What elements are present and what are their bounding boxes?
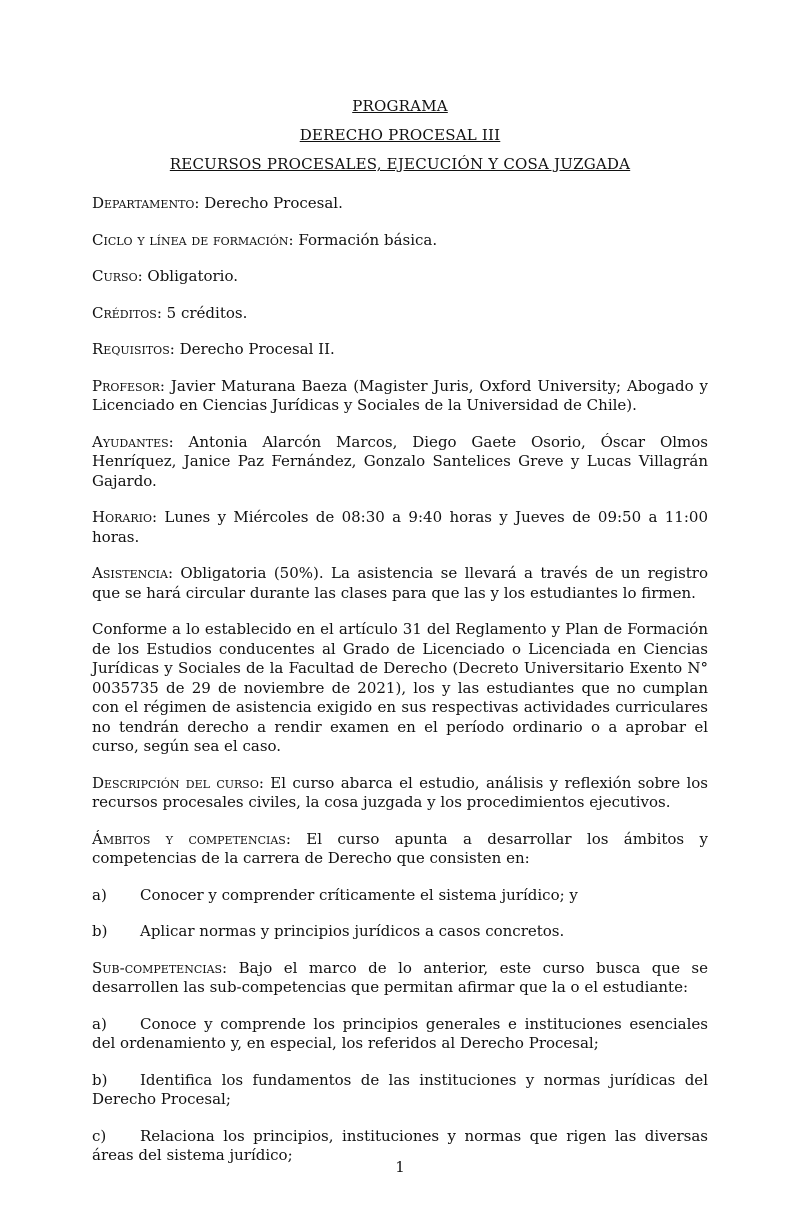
list-marker: a) bbox=[92, 1014, 107, 1033]
list-marker: a) bbox=[92, 885, 107, 904]
list-text: Relaciona los principios, instituciones y normas que rigen las diversas áreas del sistema jurídico; bbox=[92, 1126, 708, 1164]
list-marker: b) bbox=[92, 922, 108, 940]
field-departamento bbox=[92, 194, 708, 214]
field-value: 5 créditos. bbox=[161, 303, 248, 322]
field-label: Curso: bbox=[92, 267, 143, 285]
field-label: Requisitos: bbox=[92, 340, 175, 358]
field-label: Ciclo y línea de formación: bbox=[92, 230, 294, 249]
field-label: Profesor: bbox=[92, 376, 165, 395]
field-value: Obligatoria (50%). La asistencia se llevará a través de un registro que se hará circular durante las clases para que las y los estudiantes lo firmen. bbox=[92, 564, 708, 602]
list-item bbox=[92, 1071, 708, 1110]
field-value: El curso apunta a desarrollar los ámbitos y competencias de la carrera de Derecho que consisten en: bbox=[92, 829, 708, 867]
field-value: Bajo el marco de lo anterior, este curso busca que se desarrollen las sub-competencias que permitan afirmar que la o el estudiante: bbox=[92, 958, 708, 996]
field-subcompetencias bbox=[92, 959, 708, 998]
list-item bbox=[92, 1015, 708, 1054]
title-subtitle: RECURSOS PROCESALES, EJECUCIÓN Y COSA JUZGADA bbox=[169, 155, 631, 173]
field-label: Horario: bbox=[92, 508, 158, 526]
list-text: Identifica los fundamentos de las instituciones y normas jurídicas del Derecho Procesal; bbox=[92, 1070, 708, 1108]
field-value: Lunes y Miércoles de 08:30 a 9:40 horas y Jueves de 09:50 a 11:00 horas. bbox=[92, 508, 708, 546]
field-requisitos bbox=[92, 340, 708, 360]
field-label: Ayudantes: bbox=[92, 432, 174, 451]
title-programa: PROGRAMA bbox=[352, 97, 448, 115]
title-course: DERECHO PROCESAL III bbox=[299, 126, 501, 144]
field-value: Derecho Procesal. bbox=[199, 194, 343, 212]
field-label: Ámbitos y competencias: bbox=[92, 829, 291, 848]
field-creditos bbox=[92, 304, 708, 324]
field-horario bbox=[92, 508, 708, 547]
field-asistencia bbox=[92, 564, 708, 603]
field-curso bbox=[92, 267, 708, 287]
title-block bbox=[92, 92, 708, 179]
field-label: Sub-competencias: bbox=[92, 958, 228, 977]
field-ambitos bbox=[92, 830, 708, 869]
reglamento-paragraph: Conforme a lo establecido en el artículo 31 del Reglamento y Plan de Formación de los Estudios conducentes al Grado de Licenciado o Licenciada en Ciencias Jurídicas y Sociales de la Facultad de Derecho (Decreto Universitario Exento N° 0035735 de 29 de noviembre de 2021), los y las estudiantes que no cumplan con el régimen de asistencia exigido en sus respectivas actividades curriculares no tendrán derecho a rendir examen en el período ordinario o a aprobar el curso, según sea el caso. bbox=[92, 620, 708, 755]
field-profesor bbox=[92, 377, 708, 416]
list-item bbox=[92, 886, 708, 906]
field-ayudantes bbox=[92, 433, 708, 492]
list-text: Aplicar normas y principios jurídicos a casos concretos. bbox=[140, 922, 565, 940]
field-label: Departamento: bbox=[92, 194, 200, 212]
page-number: 1 bbox=[395, 1158, 405, 1176]
list-text: Conoce y comprende los principios generales e instituciones esenciales del ordenamiento y, en especial, los referidos al Derecho Procesal; bbox=[92, 1014, 708, 1052]
field-value: Javier Maturana Baeza (Magister Juris, Oxford University; Abogado y Licenciado en Ciencias Jurídicas y Sociales de la Universidad de Chile). bbox=[92, 376, 708, 414]
list-marker: b) bbox=[92, 1070, 108, 1089]
field-label: Descripción del curso: bbox=[92, 773, 264, 792]
field-label: Créditos: bbox=[92, 303, 162, 322]
field-value: Derecho Procesal II. bbox=[174, 340, 335, 358]
field-value: Antonia Alarcón Marcos, Diego Gaete Osorio, Óscar Olmos Henríquez, Janice Paz Fernández, Gonzalo Santelices Greve y Lucas Villagrán Gajardo. bbox=[92, 432, 708, 490]
field-ciclo bbox=[92, 231, 708, 251]
field-value: Obligatorio. bbox=[142, 267, 239, 285]
document-body bbox=[92, 194, 708, 1183]
list-item bbox=[92, 922, 708, 942]
list-marker: c) bbox=[92, 1126, 107, 1145]
field-label: Asistencia: bbox=[92, 564, 173, 582]
list-text: Conocer y comprender críticamente el sistema jurídico; y bbox=[140, 885, 578, 904]
field-value: El curso abarca el estudio, análisis y reflexión sobre los recursos procesales civiles, la cosa juzgada y los procedimientos ejecutivos. bbox=[92, 773, 708, 811]
field-value: Formación básica. bbox=[293, 230, 438, 249]
field-descripcion bbox=[92, 774, 708, 813]
